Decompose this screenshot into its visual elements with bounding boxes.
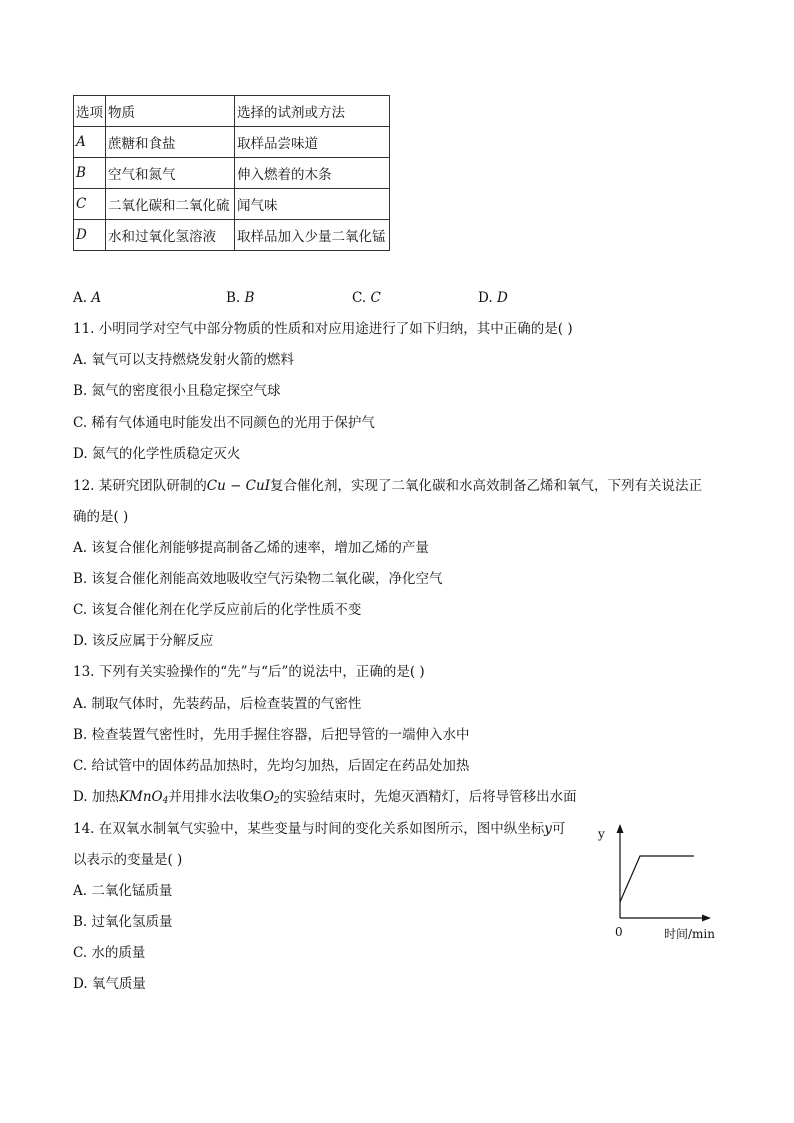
stem-text: 可 (551, 821, 566, 837)
table-cell: 伸入燃着的木条 (235, 158, 390, 189)
table-header-cell: 物质 (106, 96, 235, 127)
table-row (74, 189, 390, 220)
choice-value: B (244, 290, 255, 306)
y-axis-label: y (598, 827, 605, 841)
q12-stem-line2: 确的是( ) (73, 509, 129, 525)
table-cell: B (74, 158, 106, 189)
q12-option-b[interactable]: B. 该复合催化剂能高效地吸收空气污染物二氧化碳，净化空气 (73, 571, 443, 587)
table-cell: 蔗糖和食盐 (106, 127, 235, 158)
table-cell: D (74, 220, 106, 251)
table-cell: A (74, 127, 106, 158)
q11-option-b[interactable]: B. 氮气的密度很小且稳定探空气球 (73, 383, 281, 399)
table-cell: 二氧化碳和二氧化硫 (106, 189, 235, 220)
table-row (74, 220, 390, 251)
formula (119, 789, 168, 805)
stem-text: 14. 在双氧水制氧气实验中，某些变量与时间的变化关系如图所示，图中纵坐标 (73, 821, 545, 837)
q14-option-b[interactable]: B. 过氧化氢质量 (73, 914, 173, 930)
q13-option-d[interactable] (73, 787, 577, 811)
q12-option-d[interactable]: D. 该反应属于分解反应 (73, 633, 214, 649)
table-row (74, 158, 390, 189)
formula-subscript: 4 (162, 796, 169, 806)
choice-prefix: C. (352, 290, 371, 306)
x-axis-label: 时间/min (664, 927, 715, 941)
q13-option-c[interactable]: C. 给试管中的固体药品加热时，先均匀加热，后固定在药品处加热 (73, 758, 470, 774)
choice-prefix: B. (226, 290, 245, 306)
q10-choice-b[interactable] (226, 288, 254, 308)
q10-choice-c[interactable] (352, 288, 381, 308)
variable: y (544, 821, 552, 837)
option-text: D. 加热 (73, 789, 119, 805)
q13-option-a[interactable]: A. 制取气体时，先装药品，后检查装置的气密性 (73, 696, 362, 712)
q12-option-c[interactable]: C. 该复合催化剂在化学反应前后的化学性质不变 (73, 602, 362, 618)
formula-main: O (262, 789, 274, 805)
choice-prefix: D. (478, 290, 497, 306)
stem-text: 12. 某研究团队研制的 (73, 478, 207, 494)
table-cell: 空气和氮气 (106, 158, 235, 189)
choice-value: D (496, 290, 508, 306)
table-header-row (74, 96, 390, 127)
formula (263, 789, 280, 805)
q13-stem: 13. 下列有关实验操作的“先”与“后”的说法中，正确的是( ) (73, 664, 425, 680)
q11-option-c[interactable]: C. 稀有气体通电时能发出不同颜色的光用于保护气 (73, 415, 375, 431)
options-table (73, 95, 390, 251)
q12-stem (73, 476, 702, 496)
formula: Cu − CuI (206, 478, 271, 494)
table-cell: 闻气味 (235, 189, 390, 220)
table-cell: 取样品尝味道 (235, 127, 390, 158)
q14-graph (590, 820, 725, 945)
choice-value: A (91, 290, 102, 306)
table-row (74, 127, 390, 158)
stem-text: 复合催化剂，实现了二氧化碳和水高效制备乙烯和氧气，下列有关说法正 (270, 478, 703, 494)
q11-option-a[interactable]: A. 氧气可以支持燃烧发射火箭的燃料 (73, 352, 294, 368)
q14-option-c[interactable]: C. 水的质量 (73, 945, 146, 961)
x-axis-arrow-icon (702, 915, 711, 922)
q14-option-d[interactable]: D. 氧气质量 (73, 976, 146, 992)
graph-curve (620, 856, 694, 902)
q10-choice-d[interactable] (478, 288, 508, 308)
q13-option-b[interactable]: B. 检查装置气密性时，先用手握住容器，后把导管的一端伸入水中 (73, 727, 470, 743)
table-cell: 水和过氧化氢溶液 (106, 220, 235, 251)
q12-option-a[interactable]: A. 该复合催化剂能够提高制备乙烯的速率，增加乙烯的产量 (73, 540, 429, 556)
q11-option-d[interactable]: D. 氮气的化学性质稳定灭火 (73, 446, 241, 462)
table-cell: C (74, 189, 106, 220)
table-header-cell: 选项 (74, 96, 106, 127)
q14-stem (73, 819, 565, 839)
q14-option-a[interactable]: A. 二氧化锰质量 (73, 883, 173, 899)
option-text: 的实验结束时，先熄灭酒精灯，后将导管移出水面 (279, 789, 577, 805)
table-cell: 取样品加入少量二氧化锰 (235, 220, 390, 251)
q10-choice-a[interactable] (73, 288, 101, 308)
formula-subscript: 2 (273, 796, 280, 806)
q11-stem: 11. 小明同学对空气中部分物质的性质和对应用途进行了如下归纳，其中正确的是( ) (73, 321, 573, 337)
origin-label: 0 (615, 925, 623, 939)
choice-value: C (370, 290, 381, 306)
formula-main: KMnO (118, 789, 163, 805)
table-header-cell: 选择的试剂或方法 (235, 96, 390, 127)
choice-prefix: A. (73, 290, 92, 306)
y-axis-arrow-icon (617, 824, 624, 833)
q14-stem-line2: 以表示的变量是( ) (73, 852, 183, 868)
option-text: 并用排水法收集 (168, 789, 263, 805)
